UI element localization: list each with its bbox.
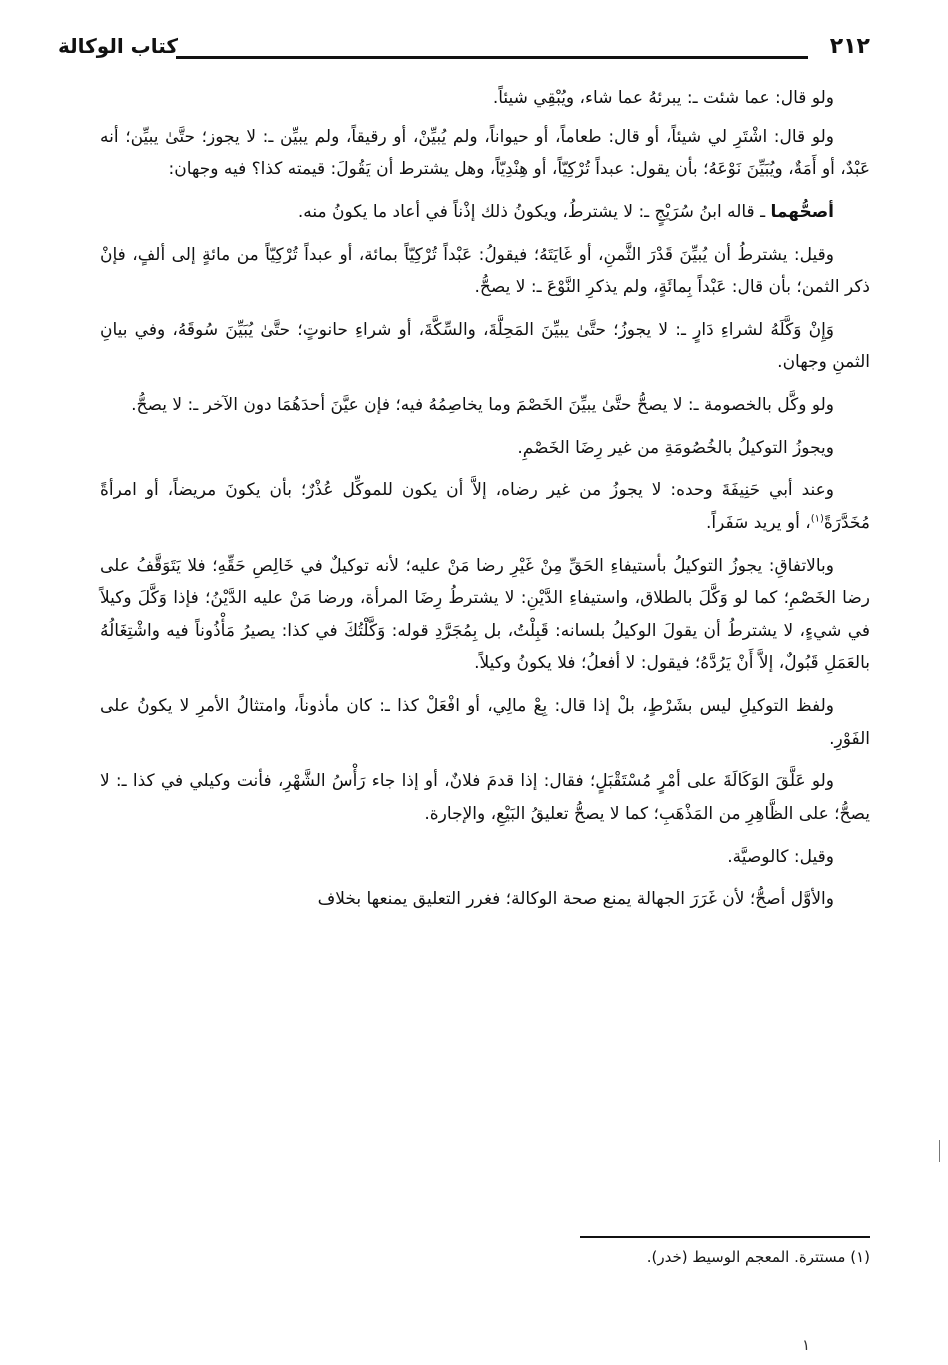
paragraph-text: ولو قال: عما شئت ـ: يبرئهُ عما شاء، ويُبْقِي شيئاً. [492,88,834,108]
paragraph-text: وَإِنْ وَكَّلَهُ لشراءِ دَارٍ ـ: لا يجوزُ؛ حتَّىٰ يبيِّنَ المَحِلَّةَ، والسِّكَّةَ، أو شراءِ حانوتٍ؛ حتَّىٰ يُبَيِّنَ سُوقَهُ، وفي بيانِ الثمنِ وجهان. [100,319,870,373]
page-header [58,34,870,74]
paragraph [100,765,870,830]
paragraph-text: والأوَّل أصحُّ؛ لأن غَرَرَ الجهالة يمنع صحة الوكالة؛ فغرر التعليق يمنعها بخلاف [317,889,834,910]
paragraph [100,550,870,681]
paragraph [100,883,870,916]
paragraph-text: ـ قاله ابنُ سُرَيْجٍ ـ: لا يشترطُ، ويكونُ ذلك إذْناً في أعاد ما يكونُ منه. [297,201,771,222]
header-rule [176,56,808,59]
paragraph-text: ، أو يريد سَفَراً. [705,512,811,533]
paragraph [100,121,870,186]
paragraph-lead: أصحُّهما [770,201,834,222]
paragraph [100,474,870,539]
scan-edge-mark [939,1140,940,1162]
footnote-marker: (١) [810,513,824,525]
paragraph [100,841,870,874]
running-title: كتاب الوكالة [58,34,179,58]
footnote-rule [580,1236,870,1238]
paragraph-text: وبالاتفاقِ: يجوزُ التوكيلُ بأستيفاءِ الحَقِّ مِنْ غَيْرِ رضا مَنْ عليه؛ لأنه توكيلٌ في خَالِصِ حَقِّهِ؛ فلا يَتَوَقَّفُ على رضا الخَصْمِ؛ كما لو وَكَّلَ بالطلاق، واستيفاءِ الدَّيْنِ: لا يشترطُ رِضَا المرأة، ورضا مَنْ عليه الدَّيْنُ؛ فإذا وَكَّلَ وكيلاً في شيءٍ، لا يشترطُ أن يقولَ الوكيلُ بلسانه: قَبِلْتُ، بل بِمُجَرَّدِ قوله: وَكَّلْتُكَ في كذا: يصيرُ مَأْذُوناً فيه واشْتِغَالُهُ بالعَمَلِ قَبُولٌ، إلاَّ أَنْ يَرُدَّهُ؛ فيقول: لا أفعلُ؛ فلا يكونُ وكيلاً. [100,555,870,674]
body-text [100,82,870,926]
corner-mark: ١ [802,1336,811,1354]
paragraph-text: ويجوزُ التوكيلُ بالخُصُومَةِ من غير رِضَا الخَصْمِ. [517,437,834,458]
paragraph [100,82,870,115]
paragraph-text: وقيل: كالوصيَّة. [727,846,834,867]
paragraph [100,314,870,379]
paragraph-text: وقيل: يشترطُ أن يُبيِّنَ قَدْرَ الثَّمنِ، أو غَايَتَهُ؛ فيقولُ: عَبْداً تُرْكِيّاً بمائة، أو عبداً تُرْكِيّاً من مائةٍ إلى ألفٍ، فإنْ ذكر الثمن؛ بأن قال: عَبْداً بِمائَةٍ، ولم يذكرِ النَّوْعَ ـ: لا يصحُّ. [100,244,870,298]
paragraph-text: وعند أبي حَنِيفَةَ وحده: لا يجوزُ من غير رضاه، إلاَّ أن يكون للموكِّل عُذْرٌ؛ بأن يكونَ مريضاً، أو امرأةً مُخَدَّرَةً [100,480,870,533]
footnote: (١) مستترة. المعجم الوسيط (خدر). [646,1248,870,1266]
paragraph [100,389,870,422]
paragraph-text: ولفظ التوكيلِ ليس بشَرْطٍ، بلْ إذا قال: بِعْ مالِي، أو افْعَلْ كذا ـ: كان مأذوناً، وامتثالُ الأمرِ لا يكونُ على الفَوْرِ. [100,696,870,749]
paragraph-text: ولو قال: اشْتَرِ لي شيئاً، أو قال: طعاماً، أو حيواناً، ولم يُبيِّنْ، أو رقيقاً، ولم يبيِّن ـ: لا يجوز؛ حتَّىٰ يبيِّن؛ أنه عَبْدٌ، أو أَمَةٌ، ويُبَيِّنَ نَوْعَهُ؛ بأن يقول: عبداً تُرْكِيّاً، أو هِنْدِيّاً، وهل يشترط أن يَقُولَ: قيمته كذا؟ فيه وجهان: [100,126,870,180]
paragraph-text: ولو وكَّل بالخصومة ـ: لا يصحُّ حتَّىٰ يبيِّنَ الخَصْمَ وما يخاصِمُهُ فيه؛ فإن عيَّنَ أحدَهُمَا دون الآخر ـ: لا يصحُّ. [131,395,834,415]
paragraph-text: ولو عَلَّقَ الوَكَالَةَ على أمْرٍ مُسْتَقْبَلٍ؛ فقال: إذا قدمَ فلانٌ، أو إذا جاء رَأْسُ الشَّهْرِ، فأنت وكيلي في كذا ـ: لا يصحُّ؛ على الظَّاهِرِ من المَذْهَبِ؛ كما لا يصحُّ تعليقُ البَيْعِ، والإجارة. [100,771,870,824]
paragraph [100,239,870,304]
page-number: ٢١٢ [829,34,870,59]
paragraph [100,690,870,755]
paragraph [100,432,870,465]
paragraph [100,196,870,229]
